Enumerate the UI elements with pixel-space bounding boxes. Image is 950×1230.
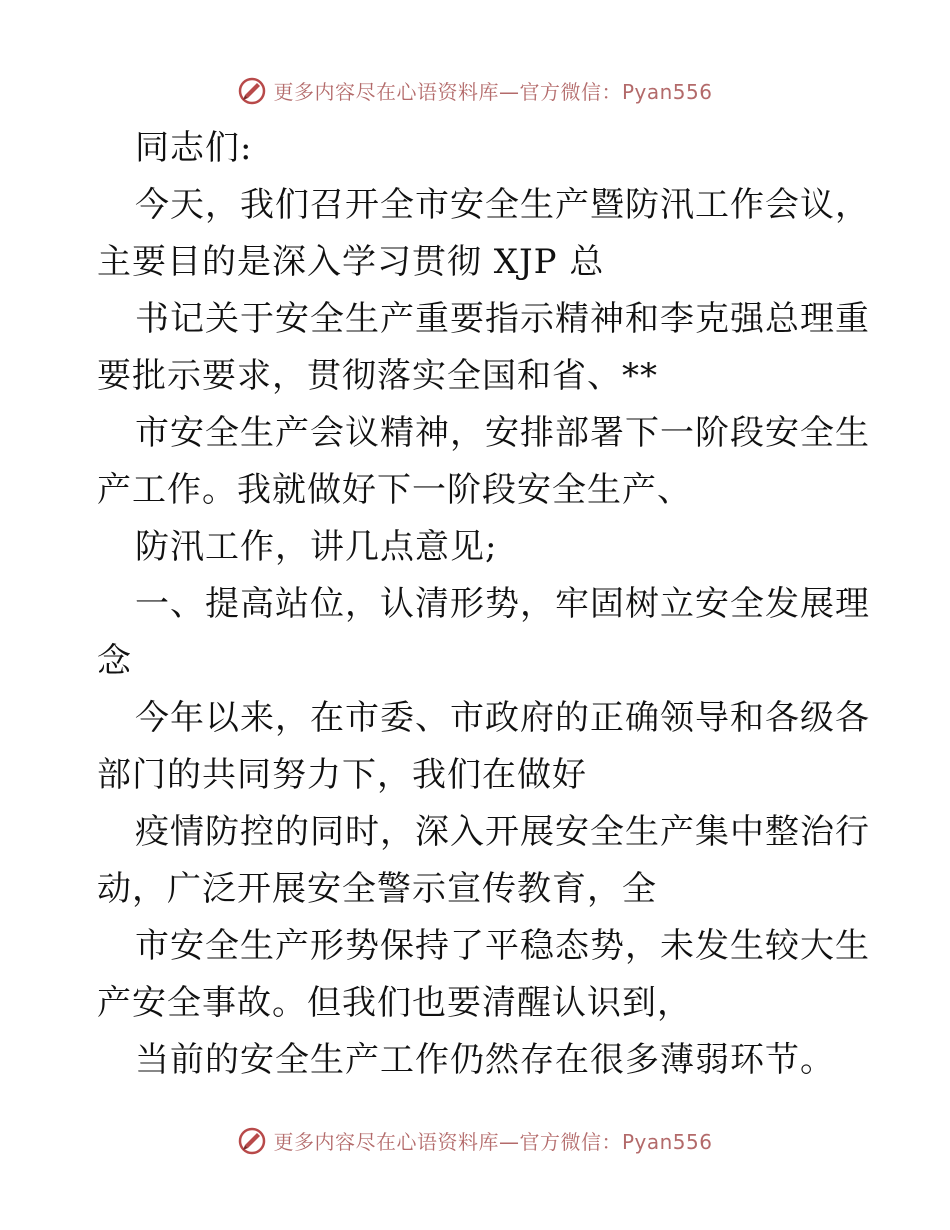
text-line: 要批示要求，贯彻落实全国和省、** [97, 356, 658, 396]
text-line: 市安全生产会议精神，安排部署下一阶段安全生 [135, 413, 870, 453]
text-line: 疫情防控的同时，深入开展安全生产集中整治行 [135, 812, 870, 852]
text-line: 主要目的是深入学习贯彻 XJP 总 [97, 242, 605, 282]
text-line: 产安全事故。但我们也要清醒认识到， [97, 983, 692, 1023]
section-heading-line: 一、提高站位，认清形势，牢固树立安全发展理 [135, 584, 870, 624]
text-line: 部门的共同努力下，我们在做好 [97, 755, 587, 795]
text-line: 今天，我们召开全市安全生产暨防汛工作会议， [135, 185, 870, 225]
text-line: 书记关于安全生产重要指示精神和李克强总理重 [135, 299, 870, 339]
watermark-text: 更多内容尽在心语资料库—官方微信：Pyan556 [273, 1129, 713, 1154]
pen-logo-icon [237, 1125, 267, 1155]
header-watermark [0, 70, 950, 110]
document-body [97, 120, 870, 1089]
section-heading-line: 念 [97, 641, 132, 681]
text-line: 动，广泛开展安全警示宣传教育，全 [97, 869, 657, 909]
watermark-text: 更多内容尽在心语资料库—官方微信：Pyan556 [273, 79, 713, 104]
text-line: 防汛工作，讲几点意见; [135, 527, 498, 567]
pen-logo-icon [237, 75, 267, 105]
text-line: 市安全生产形势保持了平稳态势，未发生较大生 [135, 926, 870, 966]
text-line: 同志们: [135, 128, 253, 168]
footer-watermark [0, 1120, 950, 1160]
text-line: 当前的安全生产工作仍然存在很多薄弱环节。 [135, 1040, 835, 1080]
text-line: 今年以来，在市委、市政府的正确领导和各级各 [135, 698, 870, 738]
text-line: 产工作。我就做好下一阶段安全生产、 [97, 470, 692, 510]
